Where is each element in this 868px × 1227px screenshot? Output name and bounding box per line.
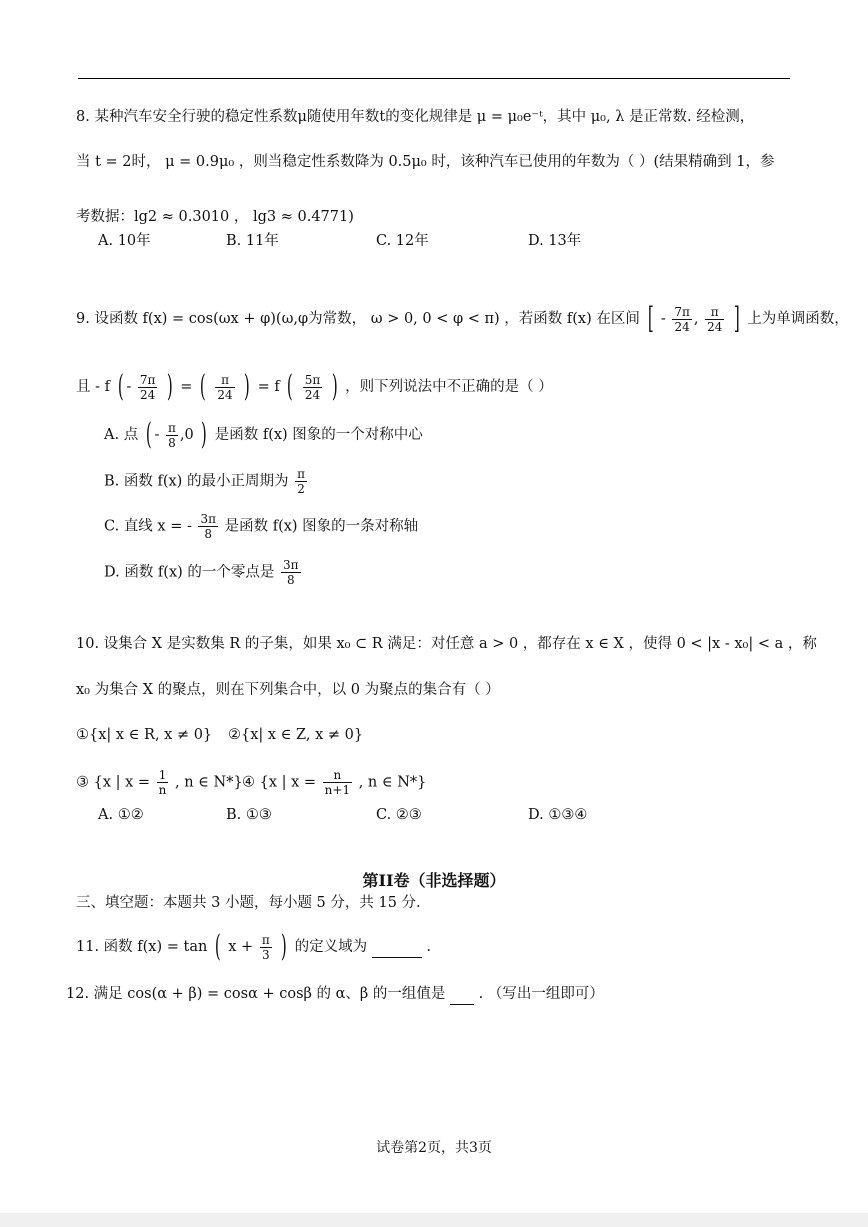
q11-arg: x + [228,939,254,955]
q9-line2-frac1: $\frac{7\pi}{24}$ [139,372,156,402]
paren-close: ) [166,369,173,404]
q9-interval-frac1: $\frac{7\pi}{24}$ [674,304,690,334]
q8-option-c: C. 12年 [376,233,429,249]
q11-period: . [426,939,431,955]
q9-line1: 9. 设函数 f(x) = cos(ωx + φ)(ω,φ为常数， ω > 0, 0 < φ < π) ，若函数 f(x) 在区间 [ - $\frac{7\pi}{24}$ , $\frac{\pi}{24}$ ] 上为单调函数， [76,301,849,336]
q9-opt-c-text: 是函数 f(x) 图象的一条对称轴 [224,518,419,535]
q10-set4-frac: $\frac{n}{n+1}$ [324,768,351,797]
paren-close: ) [244,369,251,404]
q10-set1: ①{x| x ∈ R, x ≠ 0} [76,727,213,743]
q9-line2-eq2: = f [257,379,280,395]
q9-opt-a-frac: $\frac{\pi}{8}$ [168,420,176,450]
q9-line1-text: 9. 设函数 f(x) = cos(ωx + φ)(ω,φ为常数， ω > 0, 0 < φ < π) ，若函数 f(x) 在区间 [76,311,640,327]
q9-opt-d-frac: $\frac{3\pi}{8}$ [283,558,299,587]
right-bracket: ] [733,301,740,336]
q9-opt-c-label: C. 直线 x = - [104,518,192,535]
q12-text: 12. 满足 cos(α + β) = cosα + cosβ 的 α、β 的一组值是 [66,986,446,1002]
q9-option-b [104,467,309,496]
q10-set3-start: {x | x = [93,774,151,791]
q10-set3-end: , n ∈ N*} [175,774,243,791]
paren-close: ) [331,369,338,404]
q9-line2-eq: = [180,379,193,395]
q10-set2: ②{x| x ∈ Z, x ≠ 0} [228,727,364,743]
q10-option-a: A. ①② [98,807,144,823]
q9-opt-b-text: B. 函数 f(x) 的最小正周期为 [104,473,289,490]
header-rule [78,78,790,79]
q10-set3-frac: $\frac{1}{n}$ [158,768,167,797]
q9-line2-frac2: $\frac{\pi}{24}$ [217,372,233,402]
q10-option-d: D. ①③④ [528,807,588,823]
page-footer: 试卷第2页，共3页 [376,1140,492,1156]
paren-open: ( [214,929,221,964]
q9-opt-c-frac: $\frac{3\pi}{8}$ [200,512,216,541]
q8-option-d: D. 13年 [528,233,582,249]
q9-option-d [104,558,303,587]
q9-opt-b-frac: $\frac{\pi}{2}$ [297,467,305,496]
q8-line2: 当 t = 2时， μ = 0.9μ₀ ，则当稳定性系数降为 0.5μ₀ 时，该种汽车已使用的年数为（ ）(结果精确到 1，参 [76,154,775,170]
q8-line3: 考数据：lg2 ≈ 0.3010 ， lg3 ≈ 0.4771) [76,209,354,225]
q9-interval-frac2: $\frac{\pi}{24}$ [707,304,723,334]
q11-answer-blank[interactable] [372,937,422,958]
q9-line1-tail: 上为单调函数， [747,311,849,327]
q10-set3 [76,768,243,797]
section-title: 第II卷（非选择题） [362,871,506,890]
q10-option-c: C. ②③ [376,807,422,823]
q10-set4-start: {x | x = [259,774,317,791]
bottom-strip [0,1213,868,1227]
q8-line1: 8. 某种汽车安全行驶的稳定性系数μ随使用年数t的变化规律是 μ = μ₀e⁻ᵗ，其中 μ₀, λ 是正常数. 经检测， [76,109,755,125]
q9-interval-minus: - [660,311,666,327]
q10-set4 [242,768,426,797]
q9-opt-d-text: D. 函数 f(x) 的一个零点是 [104,564,275,581]
q9-opt-a-text: 是函数 f(x) 图象的一个对称中心 [214,427,423,443]
q12-answer-blank[interactable] [450,984,474,1005]
paren-open: ( [287,369,294,404]
q10-set4-end: , n ∈ N*} [358,774,427,791]
q8-option-b: B. 11年 [226,233,279,249]
q11-line [76,929,431,964]
q8-option-a: A. 10年 [98,233,151,249]
q10-set3-mark: ③ [76,774,89,791]
q9-option-c [104,512,418,541]
paren-open: ( [145,417,152,452]
paren-close: ) [281,929,288,964]
q9-line2: 且 - f ( - $\frac{7\pi}{24}$ ) = ( $\frac{\pi}{24}$ ) = f ( $\frac{5\pi}{24}$ ) ，则下列说法中不正确的是（ ） [76,369,553,404]
q12-line [66,984,604,1005]
q11-frac: $\frac{\pi}{3}$ [261,932,270,962]
q11-text: 的定义域为 [294,939,368,955]
q9-opt-a-label: A. 点 [104,427,139,443]
q9-option-a: A. 点 ( - $\frac{\pi}{8}$ ,0 ) 是函数 f(x) 图象的一个对称中心 [104,417,423,452]
q9-line2-frac3: $\frac{5\pi}{24}$ [304,372,321,402]
paren-open: ( [117,369,124,404]
left-bracket: [ [647,301,654,336]
q10-option-b: B. ①③ [226,807,272,823]
q10-line1: 10. 设集合 X 是实数集 R 的子集，如果 x₀ ⊂ R 满足：对任意 a > 0 ，都存在 x ∈ X ，使得 0 < |x - x₀| < a ，称 [76,636,817,652]
section-intro: 三、填空题：本题共 3 小题，每小题 5 分，共 15 分. [76,895,421,911]
q9-line2-start: 且 - f [76,379,110,395]
q10-set4-mark: ④ [242,774,255,791]
q12-tail: . （写出一组即可） [478,986,604,1002]
q10-line2: x₀ 为集合 X 的聚点，则在下列集合中，以 0 为聚点的集合有（ ） [76,682,500,698]
q11-start: 11. 函数 f(x) = tan [76,939,208,955]
paren-close: ) [201,417,208,452]
paren-open: ( [199,369,206,404]
q9-line2-tail: ，则下列说法中不正确的是（ ） [345,379,553,395]
